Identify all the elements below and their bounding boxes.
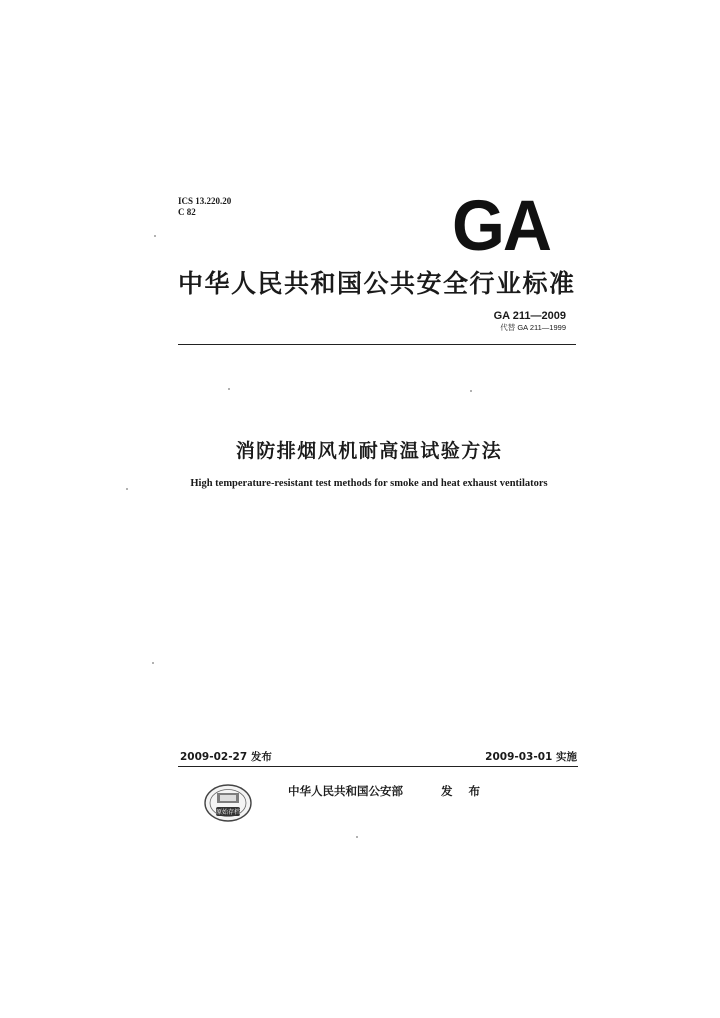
scan-speck bbox=[356, 836, 358, 838]
scan-speck bbox=[228, 388, 230, 390]
standard-category-title: 中华人民共和国公共安全行业标准 bbox=[178, 269, 576, 298]
classification-codes bbox=[178, 196, 231, 218]
ccs-code: C 82 bbox=[178, 207, 196, 217]
document-title-english: High temperature-resistant test methods for smoke and heat exhaust ventilators bbox=[190, 478, 548, 489]
bottom-divider bbox=[178, 766, 578, 767]
standard-number-block bbox=[494, 310, 566, 333]
scan-speck bbox=[470, 390, 472, 392]
scan-speck bbox=[152, 662, 154, 664]
scan-speck bbox=[154, 235, 156, 237]
document-title-chinese: 消防排烟风机耐高温试验方法 bbox=[235, 440, 503, 462]
publisher-name: 中华人民共和国公安部 bbox=[288, 784, 403, 798]
scan-speck bbox=[126, 488, 128, 490]
standard-number: GA 211—2009 bbox=[493, 310, 566, 322]
svg-text:原始存档: 原始存档 bbox=[215, 809, 241, 816]
ics-code: ICS 13.220.20 bbox=[178, 196, 232, 206]
implementation-date: 2009-03-01 实施 bbox=[485, 751, 577, 763]
publish-label: 发 布 bbox=[441, 784, 487, 798]
issue-date: 2009-02-27 发布 bbox=[180, 751, 272, 763]
replaces-standard: 代替 GA 211—1999 bbox=[500, 323, 566, 332]
ga-logo: GA bbox=[452, 185, 550, 266]
top-divider bbox=[178, 344, 576, 345]
archive-seal-stamp bbox=[202, 782, 254, 826]
